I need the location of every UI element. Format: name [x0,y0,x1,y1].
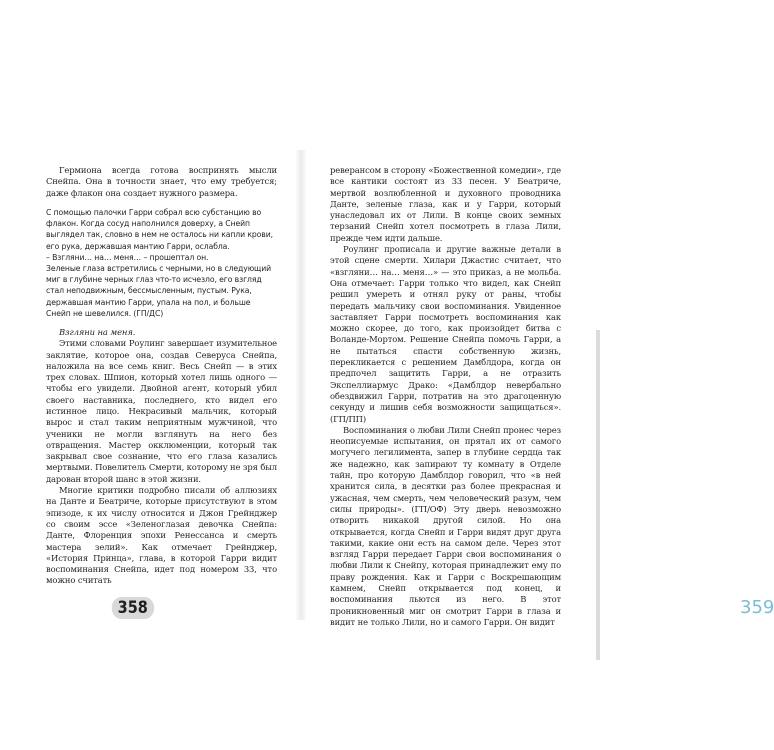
right-text-column [330,165,561,628]
quote-paragraph: Зеленые глаза встретились с черными, но в следующий миг в глубине черных глаз что-то исчезло, его взгляд стал неподвижным, бессмысленным, пустым. Рука, державшая мантию Гарри, упала на пол, и больше Снейп не шевелился. (ГП/ДС) [46,263,271,318]
section-heading: Взгляни на меня. [59,326,136,337]
left-text-column [46,165,277,587]
page-number-left: 358 [112,597,154,619]
body-paragraph: Многие критики подробно писали об аллюзиях на Данте и Беатриче, которые присутствуют в этом эпизоде, к их числу относится и Джон Грейнджер со своим эссе «Зеленоглазая девочка Снейпа: Данте, Флоренция эпохи Ренессанса и смерть мастера зелий». Как отмечает Грейнджер, «История Принца», глава, в которой Гарри видит воспоминания Снейпа, идет под номером 33, что можно считать [46,485,277,586]
body-paragraph: реверансом в сторону «Божественной комедии», где все кантики состоят из 33 песен. У Беатриче, мертвой возлюбленной и духовного проводника Данте, зеленые глаза, как и у Гарри, который унаследовал их от Лили. В конце своих земных терзаний Снейп хотел посмотреть в глаза Лили, прежде чем идти дальше. [330,165,561,243]
body-paragraph: Воспоминания о любви Лили Снейп пронес через неописуемые испытания, он прятал их от самого могучего легилимента, запер в глубине сердца так же надежно, как запирают ту комнату в Отделе тайн, про которую Дамблдор говорил, что «в ней хранится сила, в десятки раз более прекрасная и ужасная, чем смерть, чем человеческий разум, чем силы природы». (ГП/ОФ) Эту дверь невозможно отворить никакой другой силой. Но она открывается, когда Снейп и Гарри видят друг друга такими, какие они есть на самом деле. Через этот взгляд Гарри передает Гарри свои воспоминания о любви Лили к Снейпу, которая принадлежит ему по праву рождения. Как и Гарри с Воскрешающим камнем, Снейп открывается под конец, и воспоминания льются из него. В этот проникновенный миг он смотрит Гарри в глаза и видит не только Лили, но и самого Гарри. Он видит [330,424,561,627]
body-paragraph: Роулинг прописала и другие важные детали в этой сцене смерти. Хилари Джастис считает, что «взгляни… на… меня…» — это приказ, а не мольба. Она отмечает: Гарри только что видел, как Снейп решил умереть и отнял руку от раны, чтобы передать мальчику свои воспоминания. Увиденное заставляет Гарри посмотреть воспоминания как можно скорее, до того, как произойдет битва с Воланде-Мортом. Решение Снейпа помочь Гарри, а не пытаться спасти собственную жизнь, перекликается с решением Дамблдора, когда он предпочел защитить Гарри, а не отразить Экспеллиармус Драко: «Дамблдор невербально обездвижил Гарри, потратив на это драгоценную секунду и лишив себя возможности защищаться». (ГП/ПП) [330,244,561,424]
block-quote [46,207,277,319]
right-page [302,0,774,750]
intro-paragraph: Гермиона всегда готова воспринять мысли Снейпа. Она в точности знает, что ему требуется; даже флакон она создает нужного размера. [46,165,277,198]
body-paragraph: Этими словами Роулинг завершает изумительное заклятие, которое она, создав Северуса Снейпа, наложила на все семь книг. Весь Снейп — в этих трех словах. Шпион, который хотел лишь одного — чтобы его увидели. Двойной агент, который убил своего наставника, последнего, кто видел его истинное лицо. Некрасивый мальчик, который вырос и стал таким неприятным мужчиной, что ученики не могли взглянуть на него без отвращения. Мастер окклюменции, который так закрывал свое сознание, что его глаза казались мертвыми. Повелитель Смерти, которому не зря был дарован второй шанс в этой жизни. [46,338,277,484]
quote-paragraph: – Взгляни… на… меня… – прошептал он. [46,252,209,262]
left-page [0,0,298,750]
quote-paragraph: С помощью палочки Гарри собрал всю субстанцию во флакон. Когда сосуд наполнился доверху, а Снейп выглядел так, словно в нем не осталось ни капли крови, его рука, державшая мантию Гарри, ослабла. [46,207,273,251]
page-number-right: 359 [740,597,774,618]
